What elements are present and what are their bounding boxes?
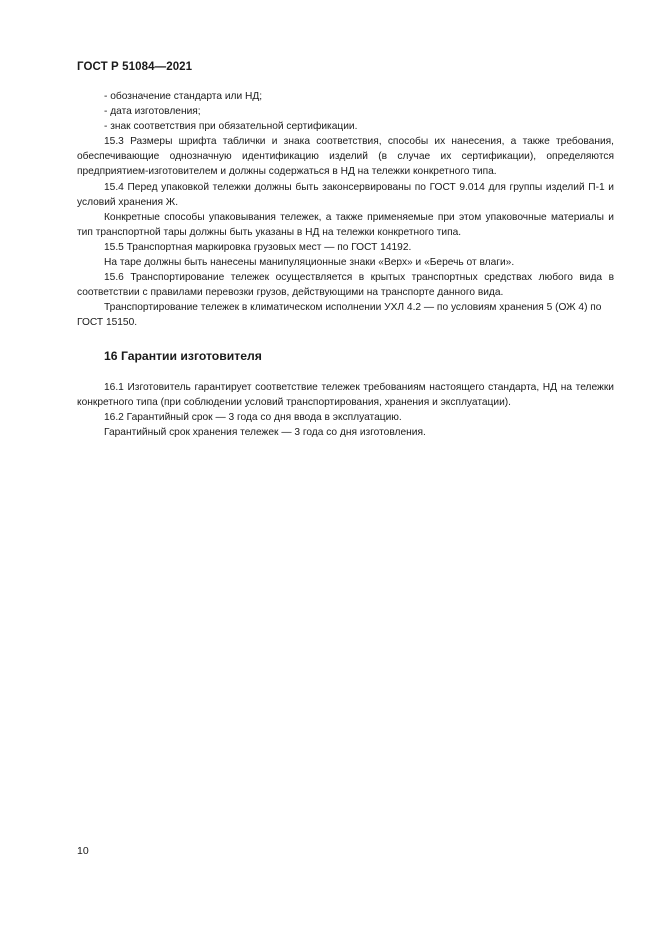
page-number: 10 [77,845,89,857]
page-content [77,89,614,440]
paragraph-16-1: 16.1 Изготовитель гарантирует соответствие тележек требованиям настоящего стандарта, НД на тележки конкретного типа (при соблюдении условий транспортирования, хранения и эксплуатации). [77,381,614,408]
list-item-manufacture-date: - дата изготовления; [104,106,201,118]
paragraph-handling-signs: На таре должны быть нанесены манипуляционные знаки «Верх» и «Беречь от влаги». [104,257,515,269]
paragraph-15-3: 15.3 Размеры шрифта таблички и знака соответствия, способы их нанесения, а также требования, обеспечивающие однозначную идентификацию изделий (в случае их сертификации), определяются предприятием-изготовителем и должны содержаться в НД на тележки конкретного типа. [77,136,614,178]
paragraph-15-4: 15.4 Перед упаковкой тележки должны быть законсервированы по ГОСТ 9.014 для группы изделий П-1 и условий хранения Ж. [77,181,614,208]
paragraph-15-5: 15.5 Транспортная маркировка грузовых мест — по ГОСТ 14192. [104,241,412,253]
paragraph-storage-warranty: Гарантийный срок хранения тележек — 3 года со дня изготовления. [104,426,426,438]
paragraph-packing-methods: Конкретные способы упаковывания тележек, а также применяемые при этом упаковочные материалы и тип транспортной тары должны быть указаны в НД на тележки конкретного типа. [77,211,614,238]
list-item-conformity-mark: - знак соответствия при обязательной сертификации. [104,121,358,133]
paragraph-16-2: 16.2 Гарантийный срок — 3 года со дня ввода в эксплуатацию. [104,411,402,423]
paragraph-transport-climate: Транспортирование тележек в климатическом исполнении УХЛ 4.2 — по условиям хранения 5 (ОЖ 4) по ГОСТ 15150. [77,302,602,329]
list-item-standard-designation: - обозначение стандарта или НД; [104,91,263,102]
document-header: ГОСТ Р 51084—2021 [77,61,193,73]
section-16-title: 16 Гарантии изготовителя [104,348,262,363]
paragraph-15-6: 15.6 Транспортирование тележек осуществляется в крытых транспортных средствах любого вида в соответствии с правилами перевозки грузов, действующими на транспорте данного вида. [77,272,614,299]
